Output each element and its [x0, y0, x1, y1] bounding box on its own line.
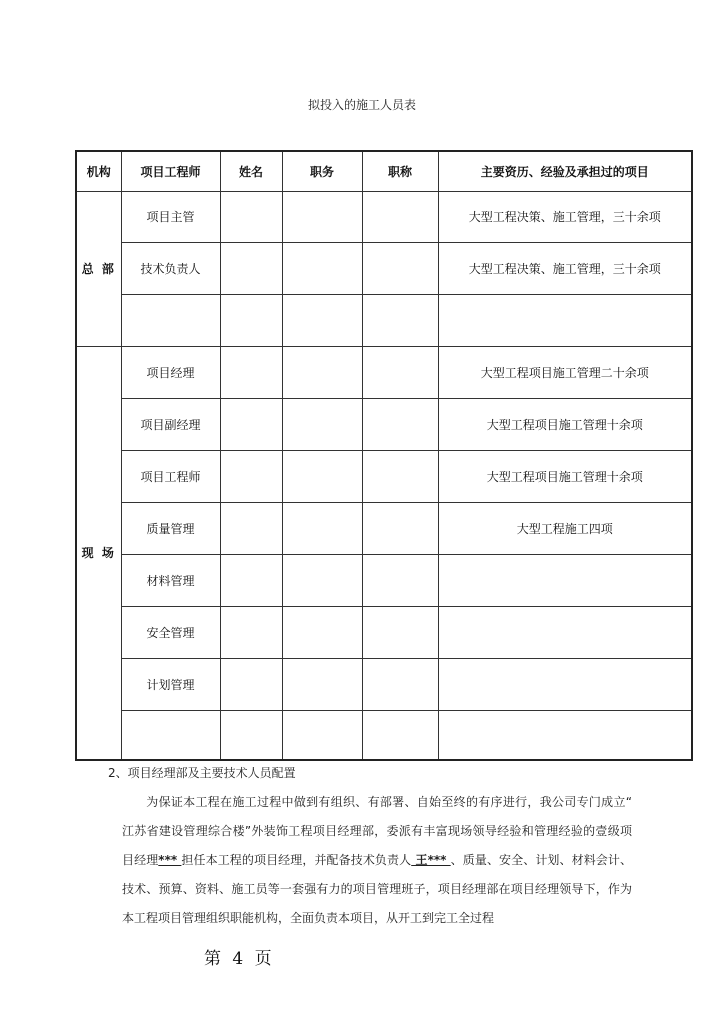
- experience-cell: [438, 554, 692, 606]
- name-cell: [220, 346, 282, 398]
- header-name: 姓名: [220, 151, 282, 191]
- name-cell: [220, 606, 282, 658]
- title-cell: [362, 398, 438, 450]
- role-cell: 项目经理: [121, 346, 220, 398]
- group-cell-site: 现 场: [76, 346, 121, 760]
- staff-table: [75, 150, 693, 761]
- table-row: [76, 191, 692, 242]
- experience-cell: 大型工程项目施工管理十余项: [438, 450, 692, 502]
- name-cell: [220, 294, 282, 346]
- experience-cell: [438, 658, 692, 710]
- table-row: [76, 346, 692, 398]
- page-title: 拟投入的施工人员表: [307, 98, 416, 112]
- table-row: [76, 502, 692, 554]
- experience-cell: 大型工程决策、施工管理，三十余项: [438, 242, 692, 294]
- paragraph-part-3: 、质量、安全、计划、材料会计、技术、预算、资料、施工员等一套强有力的项目管理班子，项目经理部在项目经理领导下，作为本工程项目管理组织职能机构，全面负责本项目，从开工到完工全过程: [122, 853, 632, 925]
- title-cell: [362, 606, 438, 658]
- position-cell: [282, 398, 362, 450]
- body-paragraph: [122, 788, 632, 933]
- name-cell: [220, 450, 282, 502]
- role-cell: 材料管理: [121, 554, 220, 606]
- role-cell: 计划管理: [121, 658, 220, 710]
- paragraph-part-1: 为保证本工程在施工过程中做到有组织、有部署、自始至终的有序进行，我公司专门成立“ 江苏省建设管理综合楼”外装饰工程项目经理部，委派有丰富现场领导经验和管理经验的壹级项目经理: [122, 795, 632, 867]
- manager-name: ***: [158, 853, 182, 867]
- role-cell: 技术负责人: [121, 242, 220, 294]
- title-cell: [362, 191, 438, 242]
- title-cell: [362, 502, 438, 554]
- table-header-row: [76, 151, 692, 191]
- table-row: [76, 450, 692, 502]
- position-cell: [282, 191, 362, 242]
- header-engineer: 项目工程师: [121, 151, 220, 191]
- section-heading: 2、项目经理部及主要技术人员配置: [108, 766, 296, 780]
- position-cell: [282, 450, 362, 502]
- role-cell: [121, 710, 220, 760]
- role-cell: [121, 294, 220, 346]
- title-cell: [362, 658, 438, 710]
- role-cell: 项目主管: [121, 191, 220, 242]
- table-row: [76, 658, 692, 710]
- name-cell: [220, 398, 282, 450]
- experience-cell: 大型工程项目施工管理二十余项: [438, 346, 692, 398]
- page-number: 第 4 页: [204, 949, 272, 969]
- position-cell: [282, 294, 362, 346]
- name-cell: [220, 502, 282, 554]
- position-cell: [282, 502, 362, 554]
- role-cell: 质量管理: [121, 502, 220, 554]
- role-cell: 项目工程师: [121, 450, 220, 502]
- experience-cell: 大型工程决策、施工管理，三十余项: [438, 191, 692, 242]
- experience-cell: [438, 710, 692, 760]
- title-cell: [362, 242, 438, 294]
- paragraph-part-2: 担任本工程的项目经理，并配备技术负责人: [181, 853, 412, 867]
- position-cell: [282, 346, 362, 398]
- position-cell: [282, 554, 362, 606]
- experience-cell: [438, 606, 692, 658]
- experience-cell: [438, 294, 692, 346]
- name-cell: [220, 554, 282, 606]
- tech-lead-name: 王***: [411, 853, 451, 867]
- name-cell: [220, 191, 282, 242]
- title-cell: [362, 346, 438, 398]
- table-row: [76, 398, 692, 450]
- position-cell: [282, 710, 362, 760]
- name-cell: [220, 658, 282, 710]
- header-experience: 主要资历、经验及承担过的项目: [438, 151, 692, 191]
- name-cell: [220, 242, 282, 294]
- title-cell: [362, 294, 438, 346]
- header-position: 职务: [282, 151, 362, 191]
- table-row: [76, 294, 692, 346]
- header-org: 机构: [76, 151, 121, 191]
- position-cell: [282, 658, 362, 710]
- role-cell: 安全管理: [121, 606, 220, 658]
- experience-cell: 大型工程项目施工管理十余项: [438, 398, 692, 450]
- table-row: [76, 606, 692, 658]
- header-title: 职称: [362, 151, 438, 191]
- position-cell: [282, 242, 362, 294]
- title-cell: [362, 554, 438, 606]
- title-cell: [362, 450, 438, 502]
- title-cell: [362, 710, 438, 760]
- name-cell: [220, 710, 282, 760]
- role-cell: 项目副经理: [121, 398, 220, 450]
- group-cell-headquarters: 总 部: [76, 191, 121, 346]
- table-row: [76, 710, 692, 760]
- position-cell: [282, 606, 362, 658]
- experience-cell: 大型工程施工四项: [438, 502, 692, 554]
- table-row: [76, 554, 692, 606]
- table-row: [76, 242, 692, 294]
